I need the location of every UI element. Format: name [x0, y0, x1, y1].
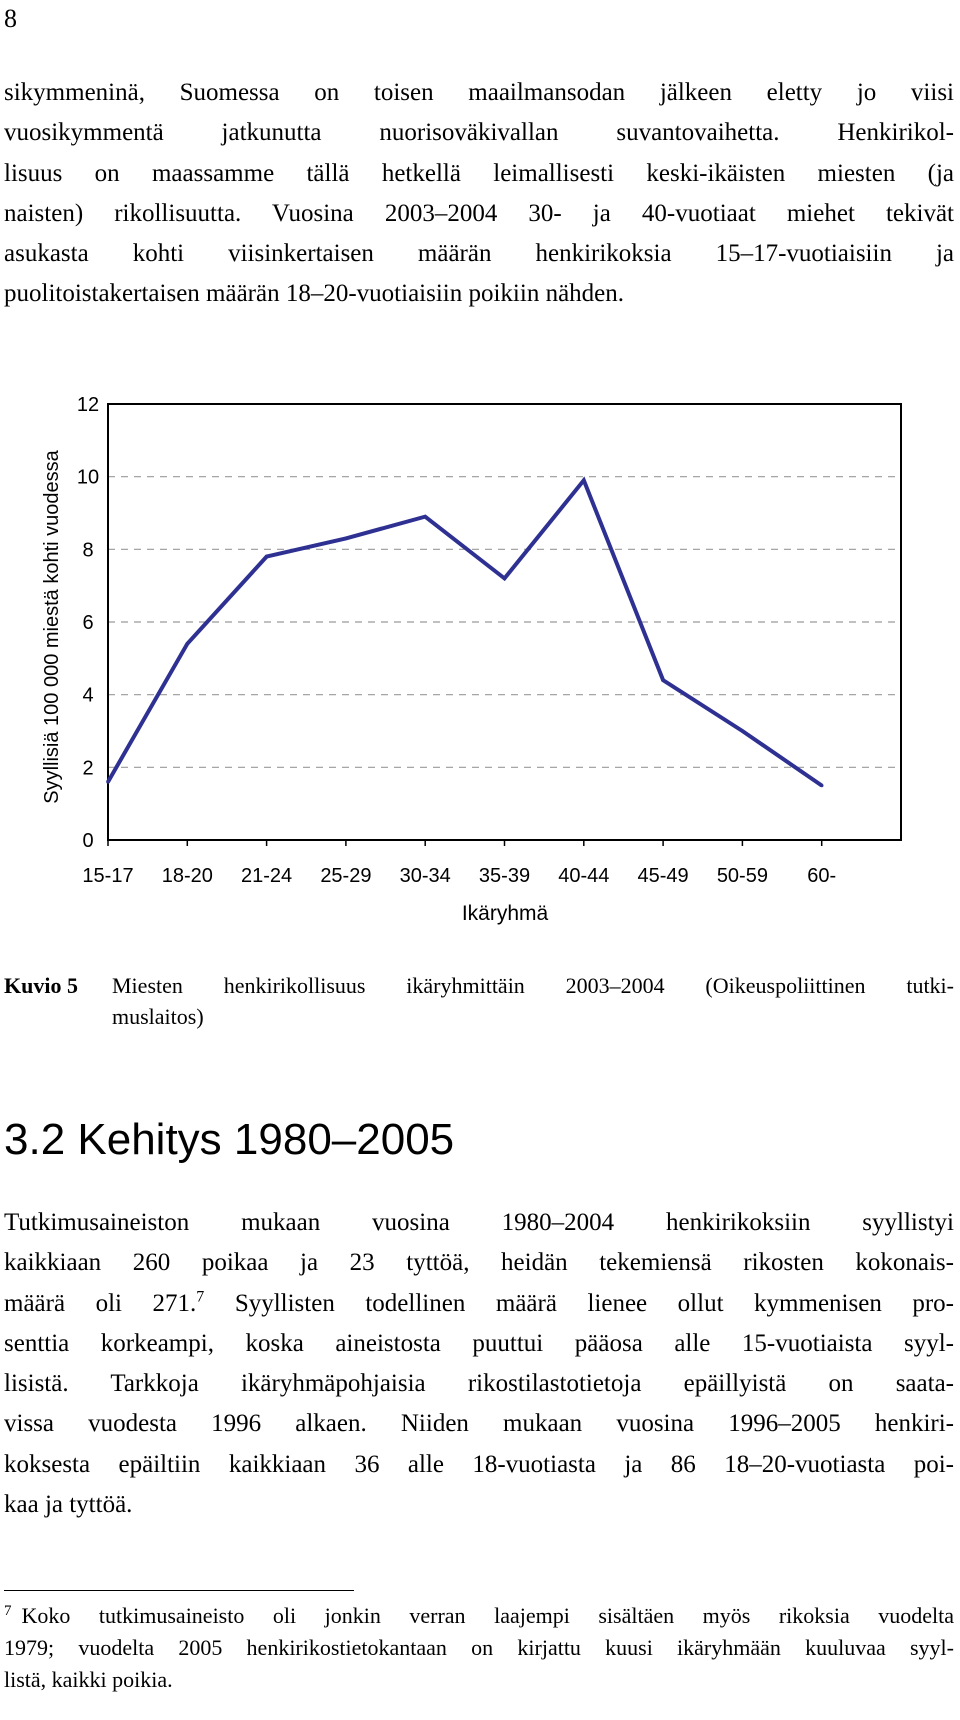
paragraph-text: määrä oli 271.: [4, 1289, 197, 1317]
page-number: 8: [4, 4, 17, 33]
y-tick-label: 0: [82, 830, 94, 852]
paragraph-text: Syyllisten todellinen määrä lienee ollut kymmenisen pro-: [204, 1289, 954, 1317]
footnote-line: listä, kaikki poikia.: [4, 1667, 173, 1692]
x-tick-label: 40-44: [558, 865, 610, 887]
y-tick-label: 12: [76, 394, 100, 416]
data-point: [741, 729, 745, 733]
paragraph-line: koksesta epäiltiin kaikkiaan 36 alle 18-vuotiasta ja 86 18–20-vuotiasta poi-: [4, 1450, 954, 1478]
paragraph-line: senttia korkeampi, koska aineistosta puuttui pääosa alle 15-vuotiaista syyl-: [4, 1329, 954, 1357]
data-point: [820, 784, 824, 788]
x-tick-label: 35-39: [478, 865, 531, 887]
paragraph-line: kaikkiaan 260 poikaa ja 23 tyttöä, heidän tekemiensä rikosten kokonais-: [4, 1249, 954, 1277]
y-tick-label: 8: [82, 539, 94, 562]
caption-label: Kuvio 5: [4, 973, 78, 998]
x-tick-label: 50-59: [716, 865, 768, 887]
x-tick-label: 18-20: [161, 865, 213, 887]
caption-line: Miesten henkirikollisuus ikäryhmittäin 2003–2004 (Oikeuspoliittinen tutki-: [112, 973, 954, 998]
paragraph-line: lisuus on maassamme tällä hetkellä leimallisesti keski-ikäisten miesten (ja: [4, 159, 954, 187]
y-tick-label: 4: [82, 684, 94, 707]
y-axis-title: Syyllisiä 100 000 miestä kohti vuodessa: [41, 450, 63, 804]
data-point: [503, 577, 507, 581]
y-tick-label: 2: [82, 757, 94, 780]
x-tick-label: 60-: [807, 865, 837, 887]
section-heading: 3.2 Kehitys 1980–2005: [4, 1115, 455, 1164]
data-point: [106, 780, 110, 784]
paragraph-line: asukasta kohti viisinkertaisen määrän henkirikoksia 15–17-vuotiaisiin ja: [4, 240, 954, 268]
intro-paragraph: [4, 73, 954, 315]
data-point: [423, 515, 427, 519]
footnote: [4, 1600, 954, 1696]
x-tick-label: 15-17: [82, 865, 134, 887]
paragraph-line: [4, 1284, 954, 1324]
body-paragraph: [4, 1203, 954, 1525]
x-tick-label: 21-24: [241, 865, 293, 887]
paragraph-line: Tutkimusaineiston mukaan vuosina 1980–2004 henkirikoksiin syyllistyi: [4, 1209, 954, 1236]
x-tick-label: 25-29: [320, 865, 372, 887]
paragraph-line: kaa ja tyttöä.: [4, 1491, 133, 1519]
paragraph-line: vuosikymmentä jatkunutta nuorisoväkivallan suvantovaihetta. Henkirikol-: [4, 119, 954, 147]
paragraph-line: vissa vuodesta 1996 alkaen. Niiden mukaan vuosina 1996–2005 henkiri-: [4, 1410, 954, 1438]
footnote-line: [4, 1600, 954, 1632]
footnote-divider: [4, 1590, 354, 1591]
data-point: [344, 537, 348, 541]
x-tick-label: 45-49: [637, 865, 689, 887]
y-tick-label: 6: [82, 612, 94, 634]
figure-caption: [4, 970, 954, 1032]
data-point: [661, 678, 665, 682]
paragraph-line: puolitoistakertaisen määrän 18–20-vuotiaisiin poikiin nähden.: [4, 280, 625, 308]
data-point: [582, 479, 586, 483]
caption-text: [112, 970, 954, 1032]
data-point: [265, 555, 269, 559]
footnote-line: 1979; vuodelta 2005 henkirikostietokantaan on kirjattu kuusi ikäryhmään kuuluvaa syyl-: [4, 1635, 954, 1660]
footnote-text: Koko tutkimusaineisto oli jonkin verran laajempi sisältäen myös rikoksia vuodelta: [21, 1603, 954, 1628]
footnote-number: 7: [4, 1602, 12, 1619]
paragraph-line: lisistä. Tarkkoja ikäryhmäpohjaisia rikostilastotietoja epäillyistä on saata-: [4, 1370, 954, 1398]
paragraph-line: sikymmeninä, Suomessa on toisen maailmansodan jälkeen eletty jo viisi: [4, 79, 954, 106]
caption-line: muslaitos): [112, 1004, 204, 1029]
data-point: [186, 642, 190, 646]
x-axis-title: Ikäryhmä: [461, 902, 549, 925]
line-chart: [0, 380, 960, 940]
series-line: [108, 480, 822, 785]
footnote-reference[interactable]: 7: [196, 1288, 205, 1306]
paragraph-line: naisten) rikollisuutta. Vuosina 2003–2004 30- ja 40-vuotiaat miehet tekivät: [4, 199, 954, 227]
line-chart-svg: [0, 380, 960, 940]
x-tick-label: 30-34: [399, 865, 451, 887]
y-tick-label: 10: [76, 466, 100, 489]
